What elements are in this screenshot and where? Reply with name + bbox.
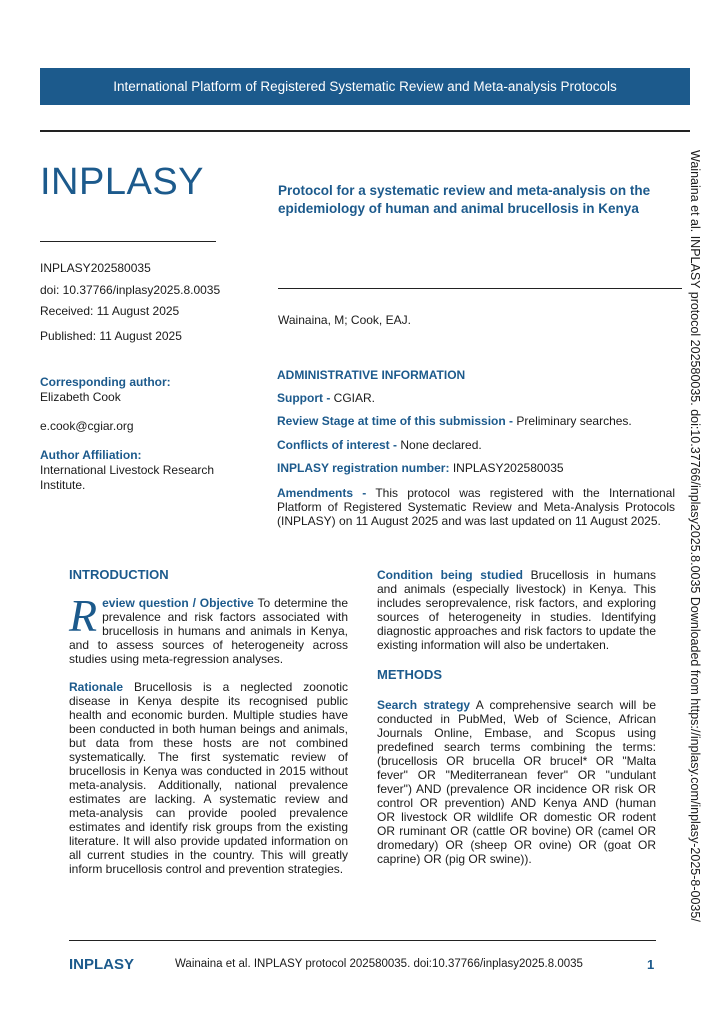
- brand-rule: [40, 241, 216, 242]
- search-label: Search strategy: [377, 698, 471, 712]
- amend-label: Amendments -: [277, 486, 367, 500]
- top-rule: [40, 130, 690, 132]
- rq-text: To determine the prevalence and risk factors associated with brucellosis in humans and animals in Kenya, and to assess sources of heterogeneity across studies using meta-regression analyses.: [69, 596, 348, 666]
- author-affiliation: [40, 448, 240, 493]
- support-row: [277, 391, 675, 405]
- amend-value: This protocol was registered with the International Platform of Registered Systematic Review and Meta-Analysis Protocols (INPLASY) on 11 August 2025 and was last updated on 11 August 2025.: [277, 486, 675, 528]
- vertical-citation: Wainaina et al. INPLASY protocol 202580035. doi:10.37766/inplasy2025.8.0035 Downloaded from https://inplasy.com/inplasy-2025-8-0035/: [688, 150, 702, 922]
- doi: doi: 10.37766/inplasy2025.8.0035: [40, 283, 221, 297]
- footer-rule: [69, 940, 656, 941]
- admin-registration: [277, 461, 675, 475]
- corresponding-label: Corresponding author:: [40, 375, 171, 389]
- dropcap-letter: R: [69, 590, 98, 641]
- intro-heading: INTRODUCTION: [69, 567, 169, 582]
- corresponding-name: Elizabeth Cook: [40, 390, 121, 404]
- stage-label: Review Stage at time of this submission -: [277, 414, 514, 428]
- footer-brand: INPLASY: [69, 956, 135, 973]
- admin-heading: ADMINISTRATIVE INFORMATION: [277, 368, 466, 382]
- search-strategy: [377, 698, 656, 866]
- reg-value: INPLASY202580035: [449, 461, 564, 475]
- search-text: A comprehensive search will be conducted in PubMed, Web of Science, African Journals Online, Embase, and Scopus using predefined search terms combining the terms: (brucellosis OR brucella OR brucel* OR "Malta fever" OR "Mediterranean fever" OR "undulant fever") AND (prevalence OR incidence OR risk OR control OR prevention) AND Kenya AND (human OR livestock OR wildlife OR domestic OR rodent OR ruminant OR (cattle OR bovine) OR (camel OR dromedary) OR (sheep OR ovine) OR (goat OR caprine) OR (pig OR swine)).: [377, 698, 656, 866]
- received-date: Received: 11 August 2025: [40, 304, 180, 318]
- reg-label: INPLASY registration number:: [277, 461, 450, 475]
- methods-heading: METHODS: [377, 667, 442, 682]
- authors: Wainaina, M; Cook, EAJ.: [278, 313, 411, 327]
- rq-label: eview question / Objective: [102, 596, 254, 610]
- condition-label: Condition being studied: [377, 568, 523, 582]
- affiliation-value: International Livestock Research Institute.: [40, 463, 215, 492]
- stage-text: [277, 414, 675, 428]
- brand-logo-text: INPLASY: [40, 161, 205, 203]
- admin-amendments: [277, 486, 675, 528]
- page-number: 1: [647, 957, 655, 972]
- support-value-row: CGIAR.: [330, 391, 375, 405]
- rationale: [69, 680, 348, 876]
- title-rule: [278, 288, 682, 289]
- support-label-row: Support -: [277, 391, 331, 405]
- conflicts-value: None declared.: [397, 438, 482, 452]
- corresponding-author: [40, 375, 171, 405]
- published-date: Published: 11 August 2025: [40, 329, 182, 343]
- inplasy-id: INPLASY202580035: [40, 261, 151, 275]
- document-title: Protocol for a systematic review and meta-analysis on the epidemiology of human and animal brucellosis in Kenya: [278, 183, 651, 216]
- stage-value: Preliminary searches.: [513, 414, 632, 428]
- rationale-text: Brucellosis is a neglected zoonotic disease in Kenya despite its recognised public health and economic burden. Multiple studies have been conducted in both human beings and animals, but data from these hosts are not combined systematically. The first systematic review of brucellosis in Kenya was conducted in 2015 without meta-analysis. Additionally, national prevalence estimates are lacking. A systematic review and meta-analysis can provide pooled prevalence estimates and identify risk groups from the existing literature. It will also provide updated information on all current studies in the country. This will greatly inform brucellosis control and prevention strategies.: [69, 680, 348, 876]
- affiliation-label: Author Affiliation:: [40, 448, 142, 462]
- condition-text: Brucellosis in humans and animals (especially livestock) in Kenya. This includes seroprevalence, risk factors, and exploring sources of heterogeneity in studies. Identifying diagnostic approaches and risk factors to update the existing information will also be undertaken.: [377, 568, 656, 652]
- conflicts-label: Conflicts of interest -: [277, 438, 398, 452]
- left-column: [69, 568, 348, 876]
- right-column: [377, 568, 656, 866]
- header-banner: International Platform of Registered Systematic Review and Meta-analysis Protocols: [40, 68, 690, 105]
- condition-studied: [377, 568, 656, 652]
- corresponding-email[interactable]: e.cook@cgiar.org: [40, 419, 134, 433]
- rationale-label: Rationale: [69, 680, 124, 694]
- footer-citation: Wainaina et al. INPLASY protocol 202580035. doi:10.37766/inplasy2025.8.0035: [175, 958, 583, 970]
- review-question: [69, 590, 348, 666]
- admin-conflicts: [277, 438, 675, 452]
